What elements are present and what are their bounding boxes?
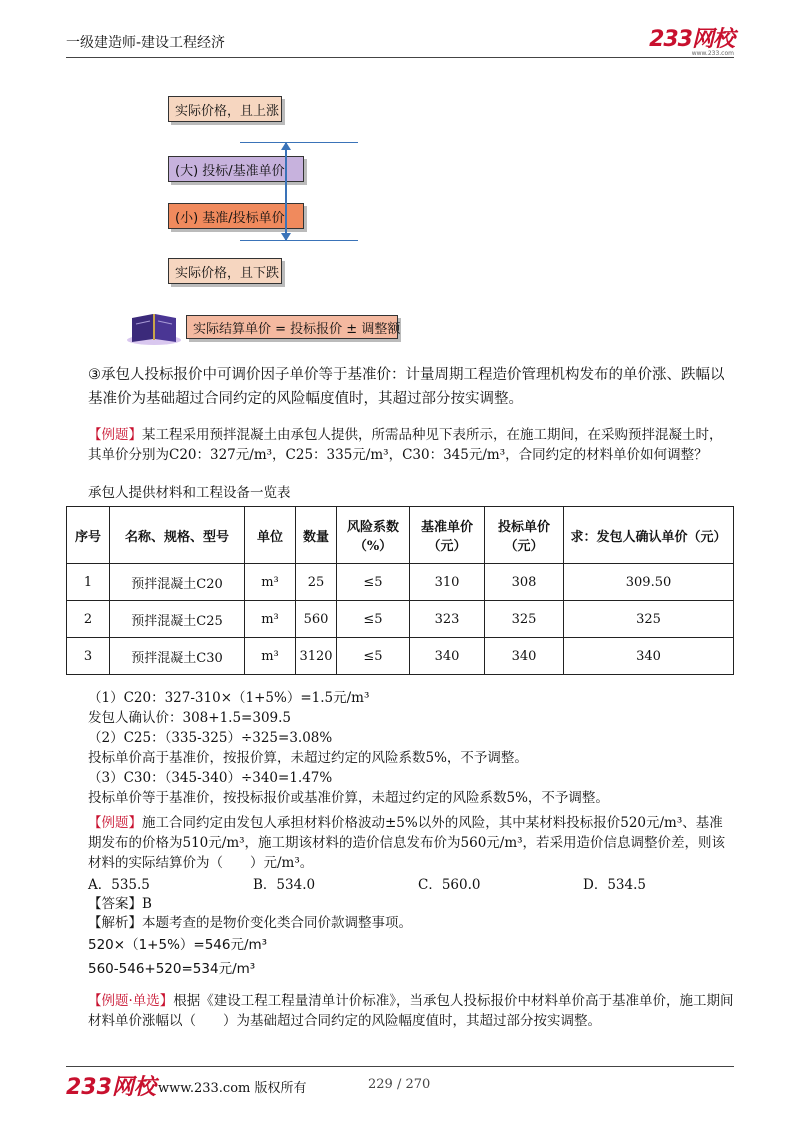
table-cell: ≤5 [337,601,410,638]
arrow-down-icon [281,233,291,241]
table-cell: 预拌混凝土C20 [110,564,245,601]
price-box-low: (小) 基准/投标单价 [168,203,304,229]
table-cell: 1 [67,564,110,601]
col-header: 序号 [67,507,110,564]
logo-text: 233网校 [649,27,734,52]
option-c: C．560.0 [418,877,481,893]
logo-subtext: www.233.com [691,50,734,57]
solution-line: 投标单价等于基准价，按投标报价或基准价算，未超过约定的风险系数5%，不予调整。 [88,790,609,806]
header-title: 一级建造师-建设工程经济 [66,35,226,51]
table-cell: 325 [564,601,734,638]
example2-question [88,813,734,873]
col-header: 投标单价（元） [485,507,564,564]
table-cell: 3 [67,638,110,675]
table-cell: ≤5 [337,638,410,675]
solution-line: （3）C30：（345-340）÷340=1.47% [88,770,333,786]
upper-threshold-line [240,142,358,143]
table-cell: 3120 [296,638,337,675]
table-row [67,601,734,638]
table-cell: 560 [296,601,337,638]
solution-line: （2）C25：（335-325）÷325=3.08% [88,730,333,746]
table-cell: ≤5 [337,564,410,601]
table-cell: 25 [296,564,337,601]
table-row [67,564,734,601]
footer-logo[interactable]: 233网校 [66,1075,156,1100]
example1-text: 某工程采用预拌混凝土由承包人提供，所需品种见下表所示，在施工期间，在采购预拌混凝土时，其单价分别为C20：327元/m³，C25：335元/m³，C30：345元/m³，合同约定的材料单价如何调整？ [88,427,723,463]
example2-calc1: 520×（1+5%）=546元/m³ [88,937,268,953]
table-caption: 承包人提供材料和工程设备一览表 [88,485,291,501]
header-divider [66,57,734,58]
lower-threshold-line [240,240,358,241]
arrow-up-icon [281,142,291,150]
table-cell: 323 [410,601,485,638]
table-cell: 340 [564,638,734,675]
table-cell: m³ [245,601,296,638]
book-icon [126,312,182,346]
example1-question [88,425,734,465]
table-cell: 310 [410,564,485,601]
range-arrow [285,142,287,240]
col-header: 基准单价（元） [410,507,485,564]
solution-line: 发包人确认价：308+1.5=309.5 [88,710,292,726]
col-header: 数量 [296,507,337,564]
example2-analysis: 【解析】本题考查的是物价变化类合同价款调整事项。 [88,915,412,931]
price-box-fall: 实际价格，且下跌 [168,258,282,284]
price-box-high: (大) 投标/基准单价 [168,156,304,182]
table-row [67,638,734,675]
solution-line: 投标单价高于基准价，按报价算，未超过约定的风险系数5%，不予调整。 [88,750,528,766]
example3-text: 根据《建设工程工程量清单计价标准》，当承包人投标报价中材料单价高于基准单价，施工期间材料单价涨幅以（ ）为基础超过合同约定的风险幅度值时，其超过部分按实调整。 [88,993,734,1029]
option-d: D．534.5 [583,877,646,893]
option-b: B．534.0 [253,877,316,893]
materials-table [66,506,734,675]
table-cell: m³ [245,564,296,601]
table-cell: 340 [485,638,564,675]
table-cell: m³ [245,638,296,675]
intro-paragraph [88,363,734,411]
table-header-row [67,507,734,564]
example2-tag: 【例题】 [88,815,142,831]
example2-text: 施工合同约定由发包人承担材料价格波动±5%以外的风险，其中某材料投标报价520元/m³、基准期发布的价格为510元/m³，施工期该材料的造价信息发布价为560元/m³，若采用造价信息调整价差，则该材料的实际结算价为（ ）元/m³。 [88,815,726,871]
brand-logo[interactable] [648,22,734,57]
example2-calc2: 560-546+520=534元/m³ [88,961,256,977]
option-a: A．535.5 [88,877,150,893]
table-cell: 309.50 [564,564,734,601]
table-cell: 325 [485,601,564,638]
col-header: 求：发包人确认单价（元） [564,507,734,564]
table-cell: 308 [485,564,564,601]
example3-tag: 【例题·单选】 [88,993,174,1009]
example2-answer: 【答案】B [88,896,152,912]
col-header: 名称、规格、型号 [110,507,245,564]
table-cell: 预拌混凝土C25 [110,601,245,638]
example3-question [88,991,734,1031]
page-number: 229 / 270 [368,1077,431,1092]
table-cell: 2 [67,601,110,638]
settlement-formula: 实际结算单价 = 投标报价 ± 调整额 [186,315,398,339]
solution-line: （1）C20：327-310×（1+5%）=1.5元/m³ [88,690,370,706]
footer-copyright: www.233.com 版权所有 [158,1081,307,1096]
example2-options [88,876,748,895]
footer-divider [66,1066,734,1067]
table-cell: 预拌混凝土C30 [110,638,245,675]
intro-text: ③承包人投标报价中可调价因子单价等于基准价：计量周期工程造价管理机构发布的单价涨、跌幅以基准价为基础超过合同约定的风险幅度值时，其超过部分按实调整。 [88,367,725,407]
col-header: 单位 [245,507,296,564]
example1-tag: 【例题】 [88,427,142,443]
price-box-rise: 实际价格，且上涨 [168,96,282,122]
col-header: 风险系数（%） [337,507,410,564]
table-cell: 340 [410,638,485,675]
